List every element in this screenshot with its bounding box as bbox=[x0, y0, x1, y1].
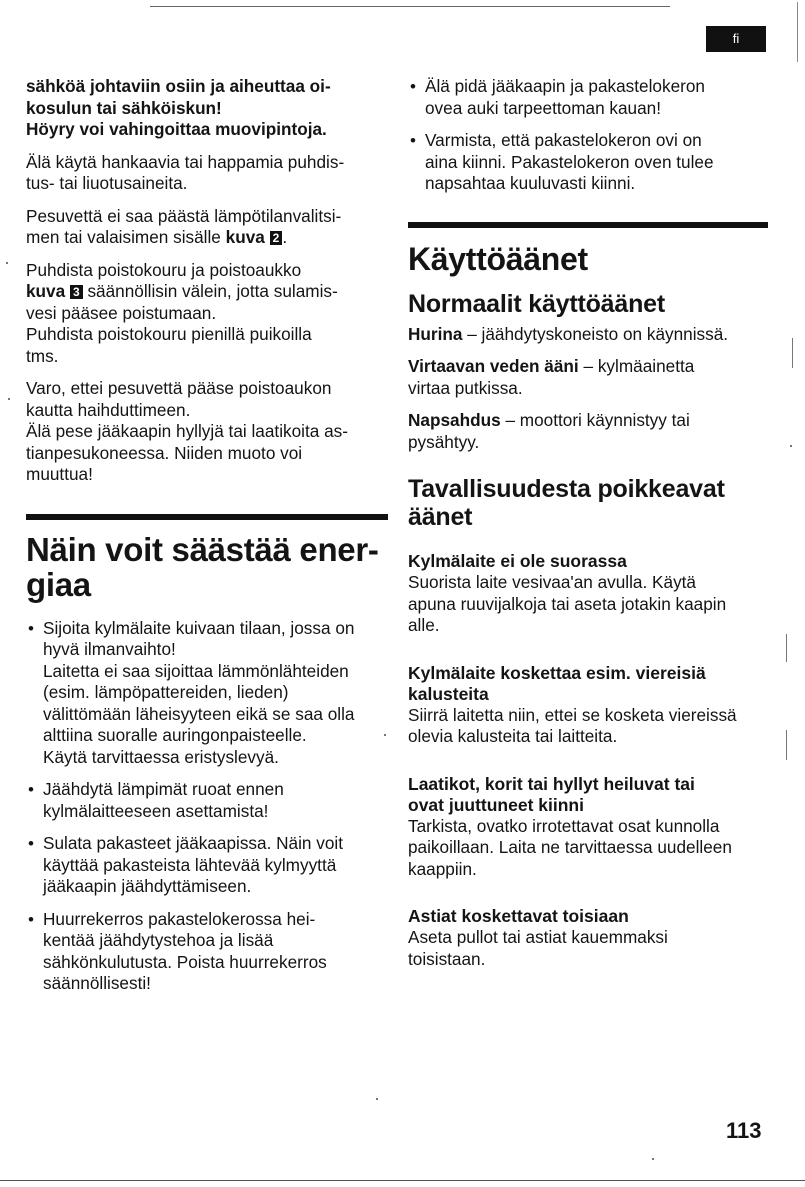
list-item bbox=[408, 76, 768, 119]
top-border-line bbox=[150, 6, 670, 7]
heading-line: giaa bbox=[26, 565, 91, 603]
heading-line: Tavallisuudesta poikkeavat bbox=[408, 475, 725, 503]
list-item bbox=[26, 909, 388, 995]
text-line: Puhdista poistokouru ja poistoaukko bbox=[26, 259, 302, 280]
text-line: hyvä ilmanvaihto! bbox=[43, 639, 176, 659]
sound-item bbox=[408, 410, 768, 453]
door-tips-list bbox=[408, 76, 768, 195]
text-line: ovea auki tarpeettoman kauan! bbox=[425, 97, 662, 118]
sound-term: Virtaavan veden ääni bbox=[408, 356, 579, 376]
text-line: Varo, ettei pesuvettä pääse poistoaukon bbox=[26, 378, 332, 398]
scan-speck bbox=[786, 634, 787, 662]
section-divider bbox=[408, 222, 768, 228]
issue-item bbox=[408, 551, 768, 637]
text-line: pysähtyy. bbox=[408, 431, 480, 452]
text-line: • Älä pidä jääkaapin ja pakastelokeron bbox=[425, 76, 705, 96]
issue-title: Kylmälaite ei ole suorassa bbox=[408, 551, 627, 571]
normal-sounds-list bbox=[408, 324, 768, 454]
left-column bbox=[26, 76, 388, 1006]
heading-line: äänet bbox=[408, 503, 473, 531]
text-line: Laitetta ei saa sijoittaa lämmönlähteiden bbox=[43, 660, 349, 681]
scan-speck bbox=[792, 338, 793, 368]
scan-speck bbox=[652, 1158, 654, 1160]
text-line: paikoillaan. Laita ne tarvittaessa uudelleen bbox=[408, 837, 732, 857]
text-line: tms. bbox=[26, 345, 59, 366]
issue-item bbox=[408, 906, 768, 970]
scan-speck bbox=[8, 398, 10, 400]
text-line: käyttää pakasteista lähtevää kylmyyttä bbox=[43, 854, 337, 875]
text-line: Tarkista, ovatko irrotettavat osat kunnolla bbox=[408, 815, 720, 836]
text-line bbox=[408, 324, 768, 346]
text-line: • Jäähdytä lämpimät ruoat ennen bbox=[43, 779, 284, 799]
text-line: • Varmista, että pakastelokeron ovi on bbox=[425, 130, 702, 150]
abnormal-sounds-heading bbox=[408, 475, 768, 531]
text-line bbox=[408, 410, 768, 432]
sound-item bbox=[408, 324, 768, 346]
list-item bbox=[408, 130, 768, 195]
text-line: muuttua! bbox=[26, 464, 93, 484]
normal-sounds-heading: Normaalit käyttöäänet bbox=[408, 289, 665, 318]
sound-description: – kylmäainetta bbox=[583, 356, 695, 376]
bottom-border-line bbox=[0, 1180, 805, 1181]
text-line: kaappiin. bbox=[408, 858, 477, 879]
text-line: kylmälaitteeseen asettamista! bbox=[43, 800, 269, 821]
issue-title: kalusteita bbox=[408, 683, 489, 704]
warning-text bbox=[26, 76, 388, 141]
figure-number-badge: 3 bbox=[70, 285, 83, 299]
text-line: Puhdista poistokouru pienillä puikoilla bbox=[26, 324, 312, 344]
text-line: alle. bbox=[408, 615, 440, 635]
language-badge: fi bbox=[706, 26, 766, 52]
cleaning-agents-paragraph bbox=[26, 152, 388, 195]
energy-tips-list bbox=[26, 618, 388, 995]
text-run: men tai valaisimen sisälle bbox=[26, 227, 221, 247]
text-line: • Sijoita kylmälaite kuivaan tilaan, jossa on bbox=[43, 617, 355, 638]
issue-item bbox=[408, 774, 768, 881]
text-line: Pesuvettä ei saa päästä lämpötilanvalitsi- bbox=[26, 205, 342, 226]
scan-speck bbox=[790, 445, 792, 447]
text-line: kosulun tai sähköiskun! bbox=[26, 97, 222, 118]
list-item bbox=[26, 779, 388, 822]
issue-title: Laatikot, korit tai hyllyt heiluvat tai bbox=[408, 773, 695, 794]
text-line: napsahtaa kuuluvasti kiinni. bbox=[425, 173, 636, 193]
shelves-paragraph bbox=[26, 378, 388, 486]
text-line: Älä käytä hankaavia tai happamia puhdis- bbox=[26, 151, 345, 172]
issue-item bbox=[408, 663, 768, 748]
right-border-line bbox=[797, 2, 798, 62]
sound-item bbox=[408, 356, 768, 399]
issue-title: Kylmälaite koskettaa esim. viereisiä bbox=[408, 662, 706, 683]
list-item bbox=[26, 833, 388, 898]
list-item bbox=[26, 618, 388, 769]
text-line: välittömään läheisyyteen eikä se saa olla bbox=[43, 703, 355, 724]
energy-saving-heading bbox=[26, 532, 388, 602]
text-line: Siirrä laitetta niin, ettei se kosketa viereissä bbox=[408, 704, 737, 725]
text-line: Käytä tarvittaessa eristyslevyä. bbox=[43, 746, 279, 767]
text-line bbox=[408, 356, 768, 378]
heading-line: Näin voit säästää ener- bbox=[26, 530, 379, 568]
text-line: sähköä johtaviin osiin ja aiheuttaa oi- bbox=[26, 76, 331, 96]
drain-paragraph bbox=[26, 260, 388, 368]
text-line bbox=[26, 281, 388, 303]
text-line: Älä pese jääkaapin hyllyjä tai laatikoita as- bbox=[26, 421, 348, 441]
text-line: men tai valaisimen sisälle kuva 2 . bbox=[26, 227, 288, 247]
text-line: (esim. lämpöpattereiden, lieden) bbox=[43, 682, 289, 702]
sound-description: – moottori käynnistyy tai bbox=[505, 410, 690, 430]
text-line: sähkönkulutusta. Poista huurrekerros bbox=[43, 951, 327, 972]
sounds-heading: Käyttöäänet bbox=[408, 240, 588, 277]
wash-water-paragraph bbox=[26, 206, 388, 249]
text-line: aina kiinni. Pakastelokeron oven tulee bbox=[425, 151, 714, 172]
section-divider bbox=[26, 514, 388, 520]
text-line: alttiina suoralle auringonpaisteelle. bbox=[43, 725, 307, 745]
abnormal-sounds-list bbox=[408, 551, 768, 970]
figure-number-badge: 2 bbox=[270, 231, 283, 245]
text-line: Höyry voi vahingoittaa muovipintoja. bbox=[26, 119, 327, 139]
sound-description: – jäähdytyskoneisto on käynnissä. bbox=[467, 323, 729, 344]
scan-speck bbox=[376, 1098, 378, 1100]
sound-term: Hurina bbox=[408, 323, 463, 344]
text-line: apuna ruuvijalkoja tai aseta jotakin kaapin bbox=[408, 593, 727, 614]
text-run: säännöllisin välein, jotta sulamis- bbox=[87, 281, 338, 301]
text-line: tianpesukoneessa. Niiden muoto voi bbox=[26, 442, 303, 463]
text-line: tus- tai liuotusaineita. bbox=[26, 173, 188, 193]
text-line: toisistaan. bbox=[408, 948, 486, 969]
text-line: kautta haihduttimeen. bbox=[26, 399, 191, 420]
figure-reference-label: kuva bbox=[225, 227, 265, 247]
text-line: kentää jäähdytystehoa ja lisää bbox=[43, 930, 274, 950]
issue-title: ovat juuttuneet kiinni bbox=[408, 794, 584, 815]
text-line: • Sulata pakasteet jääkaapissa. Näin voit bbox=[43, 833, 344, 853]
sound-term: Napsahdus bbox=[408, 410, 501, 430]
text-line: virtaa putkissa. bbox=[408, 377, 523, 398]
text-line: Suorista laite vesivaa'an avulla. Käytä bbox=[408, 572, 696, 592]
right-column bbox=[408, 76, 768, 970]
text-line: Aseta pullot tai astiat kauemmaksi bbox=[408, 927, 668, 947]
figure-reference-label: kuva bbox=[26, 281, 66, 301]
page-number: 113 bbox=[726, 1118, 762, 1143]
scan-speck bbox=[6, 262, 8, 264]
issue-title: Astiat koskettavat toisiaan bbox=[408, 906, 629, 926]
text-line: vesi pääsee poistumaan. bbox=[26, 302, 217, 323]
text-line: jääkaapin jäähdyttämiseen. bbox=[43, 876, 252, 896]
text-line: olevia kalusteita tai laitteita. bbox=[408, 726, 618, 746]
text-line: säännöllisesti! bbox=[43, 973, 151, 993]
scan-speck bbox=[786, 730, 787, 760]
text-line: • Huurrekerros pakastelokerossa hei- bbox=[43, 908, 316, 929]
